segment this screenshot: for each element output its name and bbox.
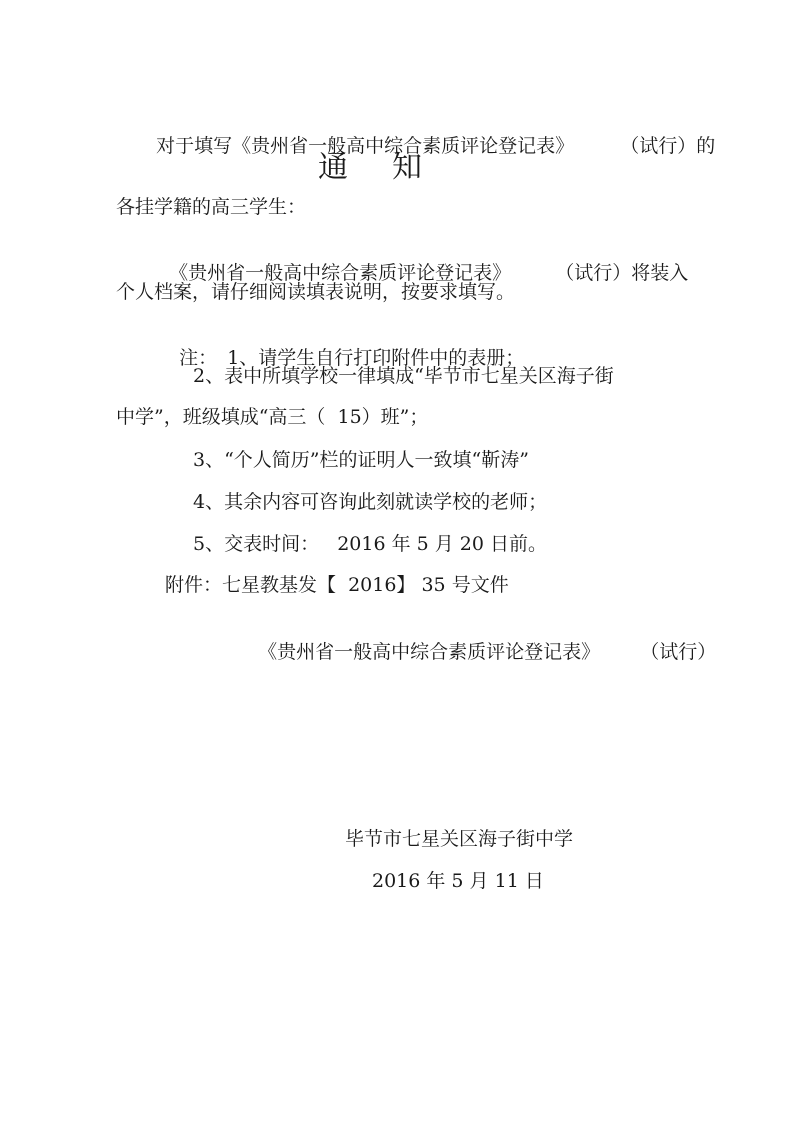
note-5: 5、交表时间： 2016 年 5 月 20 日前。 — [193, 533, 548, 555]
note-3: 3、“个人简历”栏的证明人一致填“靳涛” — [193, 449, 529, 471]
notice-title-prefix: 对于填写《贵州省一般高中综合素质评论登记表》 — [156, 135, 575, 157]
note-2-line-1: 2、表中所填学校一律填成“毕节市七星关区海子街 — [193, 365, 614, 387]
notice-title-suffix: （试行）的 — [620, 135, 716, 157]
attachment-trial-label: （试行） — [640, 641, 717, 663]
salutation: 各挂学籍的高三学生： — [116, 196, 307, 218]
footer-school-name: 毕节市七星关区海子街中学 — [345, 828, 574, 850]
notice-heading — [318, 150, 424, 186]
attachment-form-name: 《贵州省一般高中综合素质评论登记表》 — [258, 641, 601, 663]
notice-heading-char-2: 知 — [392, 150, 424, 185]
paragraph-1-form-name: 《贵州省一般高中综合素质评论登记表》 — [169, 262, 512, 284]
paragraph-1-line-2: 个人档案，请仔细阅读填表说明，按要求填写。 — [116, 281, 516, 303]
attachment-line-2 — [234, 616, 716, 688]
footer-date: 2016 年 5 月 11 日 — [372, 870, 544, 892]
note-4: 4、其余内容可咨询此刻就读学校的老师； — [193, 491, 548, 513]
notice-heading-char-1: 通 — [318, 150, 350, 185]
note-1: 1、请学生自行打印附件中的表册； — [227, 347, 525, 369]
note-label: 注： — [179, 347, 218, 369]
paragraph-1-rest: （试行）将装入 — [555, 262, 689, 284]
attachment-line-1: 附件：七星教基发【 2016】 35 号文件 — [165, 574, 509, 596]
note-2-line-2: 中学”，班级填成“高三（ 15）班”； — [116, 406, 429, 428]
